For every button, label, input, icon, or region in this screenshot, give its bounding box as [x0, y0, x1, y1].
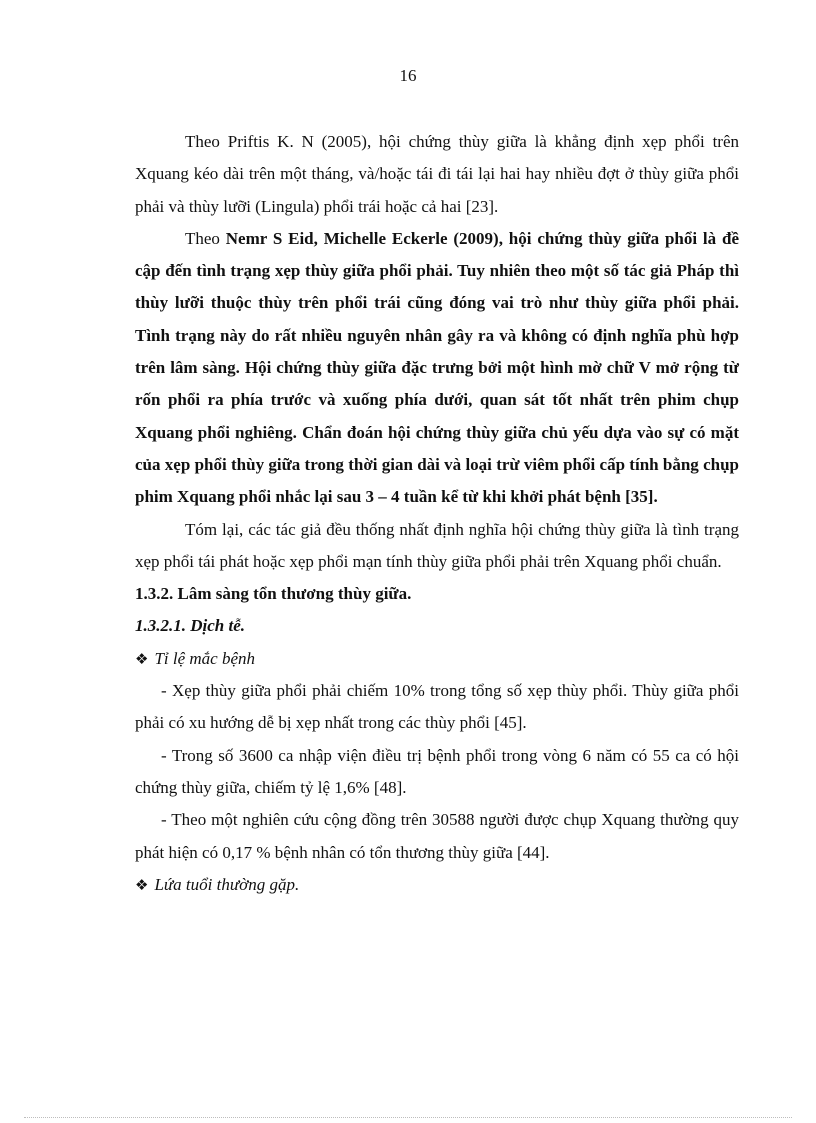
author-names: Nemr S Eid, Michelle Eckerle — [225, 228, 448, 248]
paragraph-body: (2009), hội chứng thùy giữa phổi là đề cập đến tình trạng xẹp thùy giữa phổi phải. Tuy nhiên theo một số tác giả Pháp thì thùy lưỡi thuộc thùy trên phổi trái cũng đóng vai trò như thùy giữa phổi phải. Tình trạng này do rất nhiều nguyên nhân gây ra và không có định nghĩa phù hợp trên lâm sàng. Hội chứng thùy giữa đặc trưng bởi một hình mờ chữ V mở rộng từ rốn phổi ra phía trước và xuống phía dưới, quan sát tốt nhất trên phim chụp Xquang phổi nghiêng. Chẩn đoán hội chứng thùy giữa chủ yếu dựa vào sự có mặt của xẹp phổi thùy giữa trong thời gian dài và loại trừ viêm phổi cấp tính bằng chụp phim Xquang phổi nhắc lại sau 3 – 4 tuần kể từ khi khởi phát bệnh [35]. — [135, 228, 739, 507]
paragraph-eid-eckerle — [135, 223, 739, 514]
paragraph-summary: Tóm lại, các tác giả đều thống nhất định nghĩa hội chứng thùy giữa là tình trạng xẹp phổi tái phát hoặc xẹp phổi mạn tính thùy giữa phổi phải trên Xquang phổi chuẩn. — [135, 519, 739, 571]
document-body — [135, 126, 739, 901]
section-heading: 1.3.2. Lâm sàng tổn thương thùy giữa. — [135, 584, 412, 604]
list-item: - Xẹp thùy giữa phổi phải chiếm 10% trong tổng số xẹp thùy phổi. Thùy giữa phổi phải có xu hướng dễ bị xẹp nhất trong các thùy phổi [45]. — [135, 681, 739, 733]
paragraph-priftis: Theo Priftis K. N (2005), hội chứng thùy giữa là khẳng định xẹp phổi trên Xquang kéo dài trên một tháng, và/hoặc tái đi tái lại hai hay nhiều đợt ở thùy giữa phổi phải và thùy lưỡi (Lingula) phổi trái hoặc cả hai [23]. — [135, 132, 739, 216]
diamond-bullet-icon: ❖ — [135, 649, 149, 668]
subsection-heading: 1.3.2.1. Dịch tễ. — [135, 616, 246, 636]
bullet-incidence — [135, 643, 739, 675]
bullet-label: Lứa tuổi thường gặp. — [154, 874, 300, 894]
page-bottom-divider — [24, 1117, 792, 1118]
paragraph-prefix: Theo — [185, 228, 226, 248]
bullet-label: Tỉ lệ mắc bệnh — [154, 648, 256, 668]
bullet-age — [135, 869, 739, 901]
list-item: - Trong số 3600 ca nhập viện điều trị bệnh phổi trong vòng 6 năm có 55 ca có hội chứng thùy giữa, chiếm tỷ lệ 1,6% [48]. — [135, 745, 739, 797]
page-number: 16 — [399, 66, 417, 85]
list-item: - Theo một nghiên cứu cộng đồng trên 30588 người được chụp Xquang thường quy phát hiện có 0,17 % bệnh nhân có tổn thương thùy giữa [44]. — [135, 810, 739, 862]
diamond-bullet-icon: ❖ — [135, 875, 149, 894]
